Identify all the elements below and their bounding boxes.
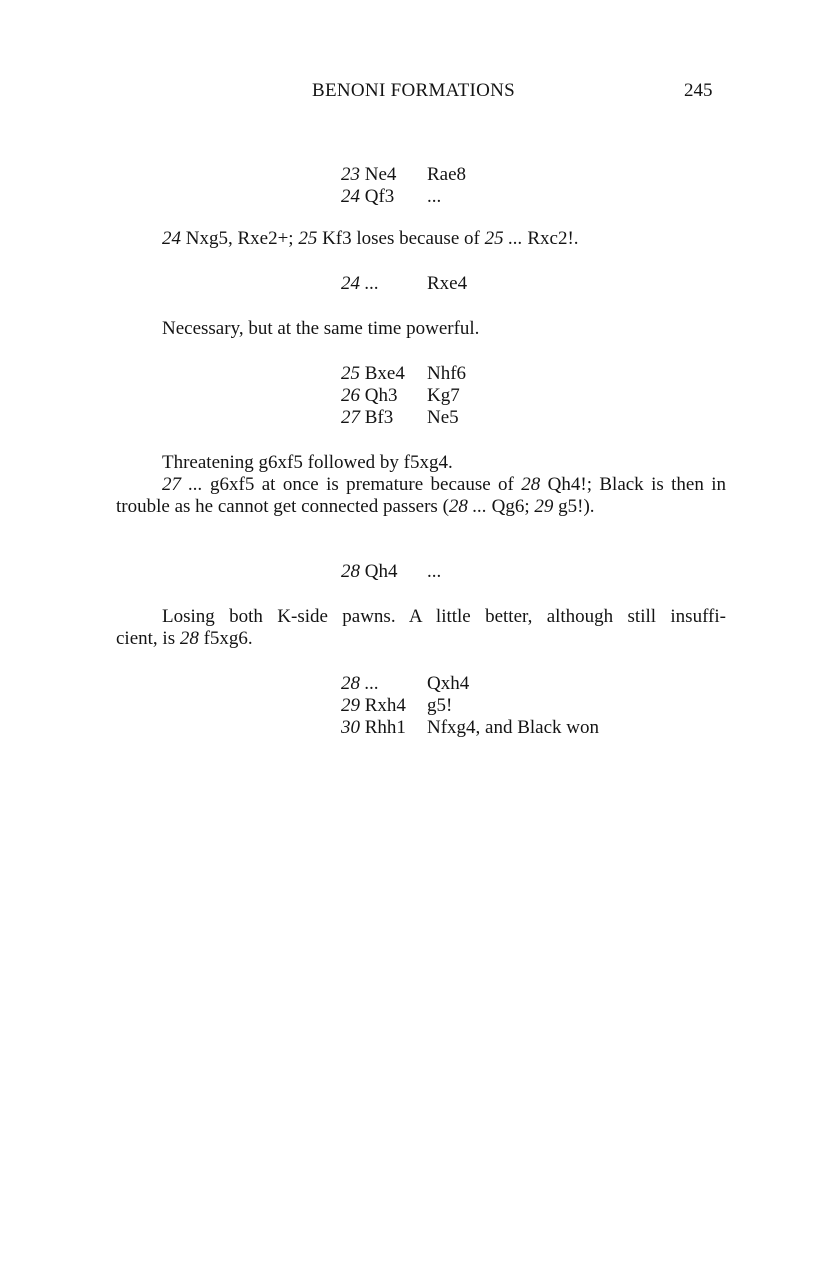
white-move: Ne4 (364, 164, 397, 185)
white-move: Bf3 (364, 407, 394, 428)
black-move: ... (427, 561, 442, 582)
move-number: 23 (341, 164, 360, 185)
move-ref: 27 ... (162, 474, 203, 495)
move-number: 30 (341, 717, 360, 738)
move-ref: 28 ... (448, 496, 487, 517)
move-ref: 24 (162, 228, 181, 249)
annotation-text: Losing both K-side pawns. A little better, although still insuffi- (162, 606, 726, 627)
black-move: Nhf6 (427, 363, 467, 384)
black-move: Rae8 (427, 164, 467, 185)
white-move: Qh3 (364, 385, 398, 406)
page-number: 245 (684, 80, 713, 101)
annotation-text: Nxg5, Rxe2+; (181, 228, 299, 249)
annotation-text: cient, is (116, 628, 180, 649)
annotation-text: Necessary, but at the same time powerful. (162, 318, 480, 339)
move-number: 24 (341, 186, 360, 207)
white-move: Bxe4 (364, 363, 405, 384)
move-ref: 28 (521, 474, 541, 495)
move-number: 28 ... (341, 673, 379, 694)
black-move: Ne5 (427, 407, 459, 428)
running-header: BENONI FORMATIONS (312, 80, 516, 101)
black-move: Nfxg4, and Black won (427, 717, 600, 738)
white-move: Qf3 (364, 186, 395, 207)
black-move: Kg7 (427, 385, 460, 406)
annotation-paragraph (116, 606, 726, 650)
move-ref: 25 ... (484, 228, 523, 249)
move-number: 25 (341, 363, 360, 384)
move-ref: 25 (298, 228, 318, 249)
move-number: 28 (341, 561, 360, 582)
annotation-text: g6xf5 at once is premature because of (202, 474, 522, 495)
annotation-text: g5!). (553, 496, 595, 517)
annotation-paragraph (116, 318, 726, 340)
black-move: ... (427, 186, 442, 207)
annotation-text: Qg6; (486, 496, 535, 517)
annotation-text: Rxc2!. (522, 228, 579, 249)
annotation-text: Kf3 loses because of (317, 228, 485, 249)
annotation-text: f5xg6. (198, 628, 253, 649)
annotation-paragraph (116, 228, 726, 250)
move-number: 24 ... (341, 273, 379, 294)
white-move: Qh4 (364, 561, 398, 582)
move-number: 26 (341, 385, 360, 406)
move-ref: 29 (534, 496, 554, 517)
white-move: Rhh1 (364, 717, 406, 738)
move-ref: 28 (179, 628, 199, 649)
black-move: Rxe4 (427, 273, 468, 294)
annotation-paragraph (116, 452, 726, 518)
move-number: 29 (341, 695, 360, 716)
annotation-text: Qh4!; Black is then in trouble as he cannot get connected passers ( (116, 474, 726, 517)
black-move: Qxh4 (427, 673, 470, 694)
annotation-text: Threatening g6xf5 followed by f5xg4. (162, 452, 453, 473)
white-move: Rxh4 (364, 695, 406, 716)
black-move: g5! (427, 695, 453, 716)
move-number: 27 (341, 407, 360, 428)
